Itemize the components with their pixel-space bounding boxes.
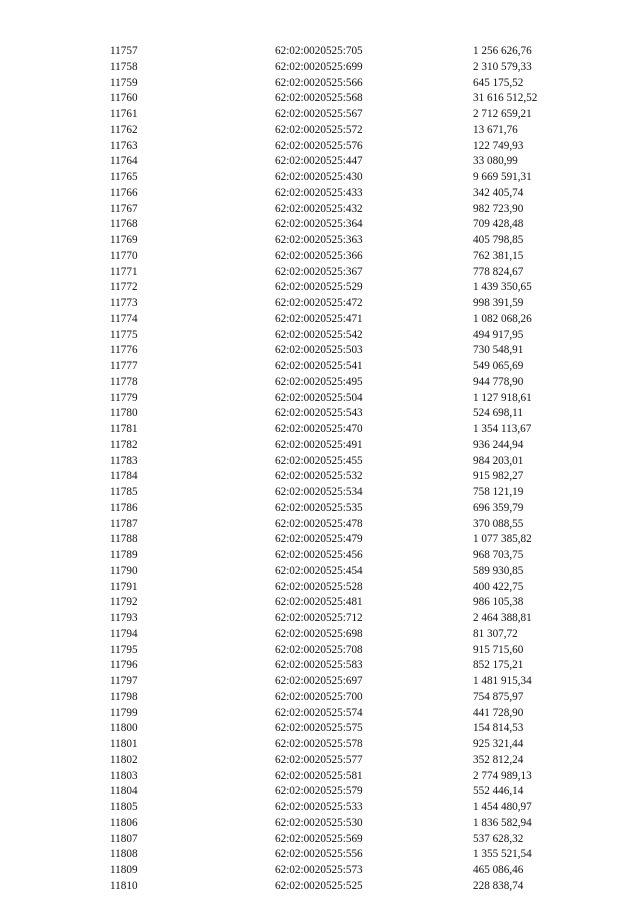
cadastral-value-cell: 944 778,90 [473, 375, 524, 388]
table-row [0, 627, 640, 643]
row-number-cell: 11763 [110, 139, 138, 152]
row-number-cell: 11787 [110, 517, 138, 530]
table-row [0, 454, 640, 470]
table-row [0, 170, 640, 186]
cadastral-value-cell: 925 321,44 [473, 738, 524, 750]
row-number-cell: 11770 [110, 249, 138, 262]
cadastral-value-cell: 13 671,76 [473, 123, 518, 136]
cadastral-number-cell: 62:02:0020525:495 [275, 375, 363, 388]
cadastral-value-cell: 537 628,32 [473, 832, 524, 845]
table-row [0, 643, 640, 659]
cadastral-value-cell: 778 824,67 [473, 265, 524, 278]
cadastral-value-cell: 405 798,85 [473, 234, 524, 246]
cadastral-number-cell: 62:02:0020525:364 [275, 218, 363, 231]
cadastral-value-table [0, 44, 640, 895]
cadastral-value-cell: 754 875,97 [473, 690, 524, 703]
row-number-cell: 11788 [110, 533, 138, 546]
row-number-cell: 11804 [110, 785, 138, 798]
table-row [0, 391, 640, 407]
cadastral-number-cell: 62:02:0020525:568 [275, 92, 363, 105]
table-row [0, 139, 640, 155]
cadastral-number-cell: 62:02:0020525:471 [275, 312, 363, 325]
cadastral-number-cell: 62:02:0020525:432 [275, 202, 363, 215]
cadastral-value-cell: 968 703,75 [473, 549, 524, 561]
cadastral-value-cell: 2 712 659,21 [473, 108, 532, 120]
row-number-cell: 11805 [110, 801, 138, 813]
cadastral-number-cell: 62:02:0020525:363 [275, 234, 363, 246]
cadastral-value-cell: 645 175,52 [473, 76, 524, 89]
row-number-cell: 11795 [110, 643, 138, 656]
cadastral-value-cell: 122 749,93 [473, 139, 524, 152]
table-row [0, 879, 640, 895]
cadastral-number-cell: 62:02:0020525:534 [275, 486, 363, 498]
cadastral-number-cell: 62:02:0020525:573 [275, 864, 363, 876]
cadastral-value-cell: 915 715,60 [473, 643, 524, 656]
table-row [0, 548, 640, 564]
cadastral-number-cell: 62:02:0020525:470 [275, 423, 363, 435]
cadastral-number-cell: 62:02:0020525:705 [275, 45, 363, 57]
cadastral-number-cell: 62:02:0020525:697 [275, 675, 363, 687]
cadastral-value-cell: 1 836 582,94 [473, 816, 532, 829]
row-number-cell: 11772 [110, 281, 138, 294]
cadastral-value-cell: 1 481 915,34 [473, 675, 532, 687]
cadastral-number-cell: 62:02:0020525:712 [275, 612, 363, 624]
cadastral-number-cell: 62:02:0020525:572 [275, 123, 363, 136]
cadastral-number-cell: 62:02:0020525:566 [275, 76, 363, 89]
row-number-cell: 11764 [110, 155, 138, 168]
row-number-cell: 11781 [110, 423, 138, 435]
table-row [0, 721, 640, 737]
row-number-cell: 11785 [110, 486, 138, 498]
cadastral-number-cell: 62:02:0020525:504 [275, 391, 363, 404]
table-row [0, 832, 640, 848]
table-row [0, 312, 640, 328]
cadastral-number-cell: 62:02:0020525:533 [275, 801, 363, 813]
table-row [0, 438, 640, 454]
cadastral-number-cell: 62:02:0020525:556 [275, 848, 363, 861]
row-number-cell: 11771 [110, 265, 138, 278]
cadastral-number-cell: 62:02:0020525:578 [275, 738, 363, 750]
table-row [0, 517, 640, 533]
row-number-cell: 11779 [110, 391, 138, 404]
row-number-cell: 11806 [110, 816, 138, 829]
cadastral-number-cell: 62:02:0020525:481 [275, 596, 363, 609]
table-row [0, 76, 640, 92]
row-number-cell: 11790 [110, 564, 138, 577]
cadastral-value-cell: 31 616 512,52 [473, 92, 538, 105]
table-row [0, 406, 640, 422]
table-row [0, 265, 640, 281]
table-row [0, 595, 640, 611]
cadastral-value-cell: 730 548,91 [473, 344, 524, 357]
table-row [0, 769, 640, 785]
cadastral-value-cell: 1 355 521,54 [473, 848, 532, 861]
table-row [0, 422, 640, 438]
row-number-cell: 11769 [110, 234, 138, 246]
table-row [0, 202, 640, 218]
cadastral-value-cell: 915 982,27 [473, 470, 524, 483]
row-number-cell: 11767 [110, 202, 138, 215]
table-row [0, 359, 640, 375]
cadastral-number-cell: 62:02:0020525:577 [275, 753, 363, 766]
cadastral-number-cell: 62:02:0020525:543 [275, 407, 363, 420]
row-number-cell: 11792 [110, 596, 138, 609]
cadastral-number-cell: 62:02:0020525:574 [275, 706, 363, 719]
table-row [0, 44, 640, 60]
cadastral-number-cell: 62:02:0020525:575 [275, 722, 363, 735]
row-number-cell: 11768 [110, 218, 138, 231]
cadastral-value-cell: 549 065,69 [473, 360, 524, 372]
cadastral-value-cell: 524 698,11 [473, 407, 523, 420]
row-number-cell: 11759 [110, 76, 138, 89]
cadastral-number-cell: 62:02:0020525:581 [275, 769, 363, 782]
cadastral-number-cell: 62:02:0020525:433 [275, 186, 363, 199]
cadastral-number-cell: 62:02:0020525:708 [275, 643, 363, 656]
table-row [0, 784, 640, 800]
cadastral-value-cell: 342 405,74 [473, 186, 524, 199]
cadastral-number-cell: 62:02:0020525:430 [275, 171, 363, 183]
table-row [0, 706, 640, 722]
table-row [0, 343, 640, 359]
cadastral-number-cell: 62:02:0020525:491 [275, 438, 363, 451]
table-row [0, 863, 640, 879]
cadastral-value-cell: 33 080,99 [473, 155, 518, 168]
cadastral-number-cell: 62:02:0020525:569 [275, 832, 363, 845]
row-number-cell: 11775 [110, 328, 138, 341]
row-number-cell: 11799 [110, 706, 138, 719]
row-number-cell: 11796 [110, 659, 138, 672]
row-number-cell: 11761 [110, 108, 138, 120]
table-row [0, 375, 640, 391]
table-row [0, 328, 640, 344]
table-row [0, 501, 640, 517]
cadastral-number-cell: 62:02:0020525:525 [275, 879, 363, 892]
cadastral-number-cell: 62:02:0020525:503 [275, 344, 363, 357]
cadastral-value-cell: 370 088,55 [473, 517, 524, 530]
row-number-cell: 11800 [110, 722, 138, 735]
cadastral-number-cell: 62:02:0020525:479 [275, 533, 363, 546]
cadastral-number-cell: 62:02:0020525:456 [275, 549, 363, 561]
row-number-cell: 11777 [110, 360, 138, 372]
row-number-cell: 11803 [110, 769, 138, 782]
cadastral-value-cell: 1 077 385,82 [473, 533, 532, 546]
row-number-cell: 11797 [110, 675, 138, 687]
cadastral-value-cell: 998 391,59 [473, 297, 524, 309]
cadastral-number-cell: 62:02:0020525:366 [275, 249, 363, 262]
cadastral-number-cell: 62:02:0020525:454 [275, 564, 363, 577]
row-number-cell: 11794 [110, 627, 138, 640]
row-number-cell: 11778 [110, 375, 138, 388]
row-number-cell: 11782 [110, 438, 138, 451]
row-number-cell: 11762 [110, 123, 138, 136]
cadastral-number-cell: 62:02:0020525:541 [275, 360, 363, 372]
table-row [0, 123, 640, 139]
table-row [0, 532, 640, 548]
row-number-cell: 11774 [110, 312, 138, 325]
row-number-cell: 11783 [110, 454, 138, 467]
cadastral-value-cell: 494 917,95 [473, 328, 524, 341]
table-row [0, 611, 640, 627]
cadastral-value-cell: 1 439 350,65 [473, 281, 532, 294]
row-number-cell: 11810 [110, 879, 138, 892]
table-row [0, 800, 640, 816]
row-number-cell: 11798 [110, 690, 138, 703]
table-row [0, 107, 640, 123]
cadastral-value-cell: 9 669 591,31 [473, 171, 532, 183]
row-number-cell: 11793 [110, 612, 138, 624]
cadastral-value-cell: 982 723,90 [473, 202, 524, 215]
cadastral-value-cell: 696 359,79 [473, 501, 524, 514]
cadastral-number-cell: 62:02:0020525:700 [275, 690, 363, 703]
cadastral-number-cell: 62:02:0020525:535 [275, 501, 363, 514]
row-number-cell: 11802 [110, 753, 138, 766]
table-row [0, 580, 640, 596]
table-row [0, 847, 640, 863]
table-row [0, 737, 640, 753]
cadastral-value-cell: 2 464 388,81 [473, 612, 532, 624]
table-row [0, 674, 640, 690]
row-number-cell: 11760 [110, 92, 138, 105]
cadastral-number-cell: 62:02:0020525:472 [275, 297, 363, 309]
row-number-cell: 11791 [110, 580, 138, 593]
cadastral-value-cell: 552 446,14 [473, 785, 524, 798]
cadastral-number-cell: 62:02:0020525:579 [275, 785, 363, 798]
row-number-cell: 11758 [110, 60, 138, 73]
cadastral-number-cell: 62:02:0020525:542 [275, 328, 363, 341]
row-number-cell: 11780 [110, 407, 138, 420]
cadastral-number-cell: 62:02:0020525:447 [275, 155, 363, 168]
table-row [0, 816, 640, 832]
row-number-cell: 11784 [110, 470, 138, 483]
table-row [0, 658, 640, 674]
cadastral-number-cell: 62:02:0020525:532 [275, 470, 363, 483]
cadastral-value-cell: 936 244,94 [473, 438, 524, 451]
cadastral-number-cell: 62:02:0020525:583 [275, 659, 363, 672]
cadastral-number-cell: 62:02:0020525:529 [275, 281, 363, 294]
cadastral-number-cell: 62:02:0020525:455 [275, 454, 363, 467]
row-number-cell: 11766 [110, 186, 138, 199]
row-number-cell: 11808 [110, 848, 138, 861]
cadastral-value-cell: 352 812,24 [473, 753, 524, 766]
cadastral-value-cell: 1 127 918,61 [473, 391, 532, 404]
cadastral-value-cell: 1 256 626,76 [473, 45, 532, 57]
row-number-cell: 11807 [110, 832, 138, 845]
cadastral-value-cell: 2 774 989,13 [473, 769, 532, 782]
table-row [0, 280, 640, 296]
cadastral-value-cell: 400 422,75 [473, 580, 524, 593]
table-row [0, 753, 640, 769]
table-row [0, 690, 640, 706]
table-row [0, 186, 640, 202]
table-row [0, 469, 640, 485]
table-row [0, 485, 640, 501]
cadastral-value-cell: 762 381,15 [473, 249, 524, 262]
row-number-cell: 11757 [110, 45, 138, 57]
row-number-cell: 11786 [110, 501, 138, 514]
table-row [0, 154, 640, 170]
cadastral-number-cell: 62:02:0020525:698 [275, 627, 363, 640]
cadastral-value-cell: 154 814,53 [473, 722, 524, 735]
table-row [0, 249, 640, 265]
row-number-cell: 11765 [110, 171, 138, 183]
cadastral-value-cell: 1 354 113,67 [473, 423, 532, 435]
cadastral-number-cell: 62:02:0020525:567 [275, 108, 363, 120]
cadastral-value-cell: 2 310 579,33 [473, 60, 532, 73]
row-number-cell: 11809 [110, 864, 138, 876]
table-row [0, 233, 640, 249]
cadastral-value-cell: 465 086,46 [473, 864, 524, 876]
cadastral-number-cell: 62:02:0020525:530 [275, 816, 363, 829]
table-row [0, 217, 640, 233]
row-number-cell: 11789 [110, 549, 138, 561]
cadastral-number-cell: 62:02:0020525:576 [275, 139, 363, 152]
row-number-cell: 11773 [110, 297, 138, 309]
row-number-cell: 11801 [110, 738, 138, 750]
cadastral-number-cell: 62:02:0020525:699 [275, 60, 363, 73]
cadastral-value-cell: 1 454 480,97 [473, 801, 532, 813]
cadastral-value-cell: 984 203,01 [473, 454, 524, 467]
cadastral-number-cell: 62:02:0020525:478 [275, 517, 363, 530]
row-number-cell: 11776 [110, 344, 138, 357]
cadastral-number-cell: 62:02:0020525:528 [275, 580, 363, 593]
table-row [0, 91, 640, 107]
table-row [0, 564, 640, 580]
cadastral-value-cell: 986 105,38 [473, 596, 524, 609]
cadastral-value-cell: 81 307,72 [473, 627, 518, 640]
cadastral-value-cell: 709 428,48 [473, 218, 524, 231]
table-row [0, 60, 640, 76]
cadastral-value-cell: 589 930,85 [473, 564, 524, 577]
cadastral-value-cell: 228 838,74 [473, 879, 524, 892]
cadastral-value-cell: 852 175,21 [473, 659, 524, 672]
cadastral-value-cell: 441 728,90 [473, 706, 524, 719]
cadastral-number-cell: 62:02:0020525:367 [275, 265, 363, 278]
table-row [0, 296, 640, 312]
cadastral-value-cell: 1 082 068,26 [473, 312, 532, 325]
cadastral-value-cell: 758 121,19 [473, 486, 524, 498]
